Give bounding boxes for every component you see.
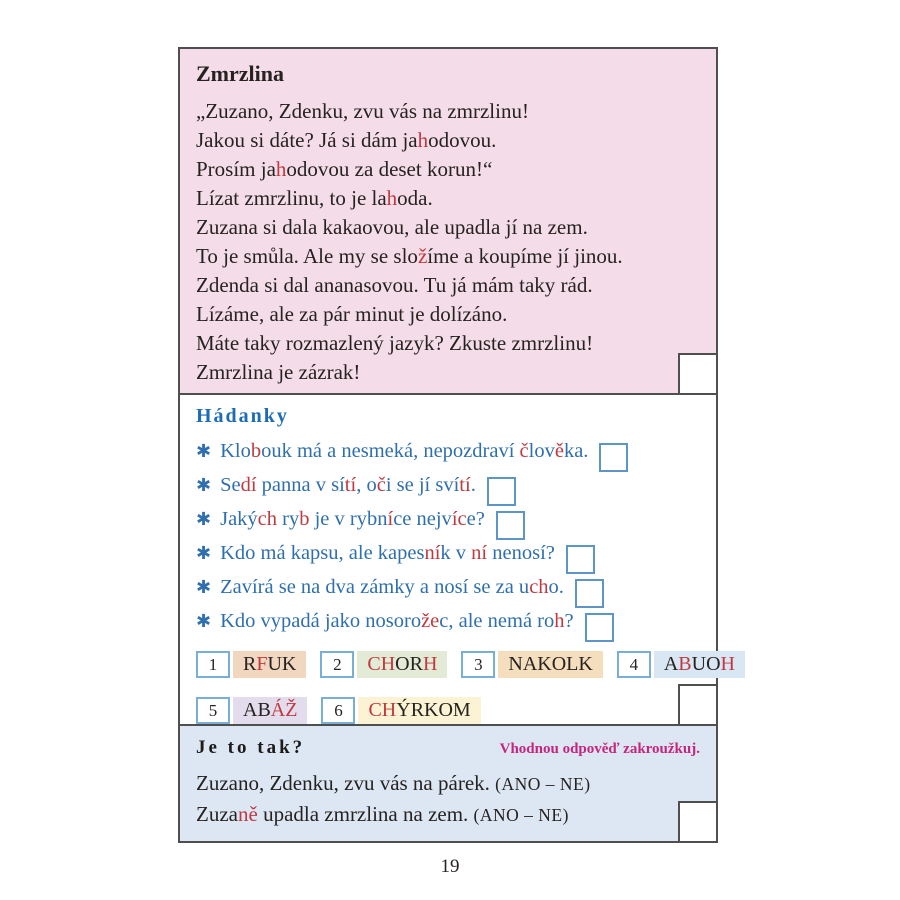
highlight-letter: ž (417, 244, 428, 268)
riddle-text (220, 536, 555, 570)
text-run: AB (243, 699, 271, 721)
highlight-letter: b (250, 440, 262, 462)
riddles-section (178, 393, 735, 726)
word-number-box: 4 (617, 651, 651, 678)
text-run: , o (356, 474, 377, 496)
highlight-letter: h (554, 610, 565, 632)
riddles-title: Hádanky (196, 405, 289, 427)
text-run: nenosí? (487, 542, 555, 564)
quiz-answer-options[interactable]: (ANO – NE) (473, 805, 569, 825)
word-number-box: 3 (461, 651, 495, 678)
riddle-answer-box[interactable] (599, 443, 628, 472)
story-line (196, 97, 700, 126)
highlight-letter: ní (471, 542, 488, 564)
text-run: c, ale nemá ro (439, 610, 555, 632)
text-run: ry (277, 508, 300, 530)
quiz-score-box[interactable] (678, 801, 718, 843)
riddle-bullet-icon: ✱ (196, 441, 212, 461)
quiz-line (196, 799, 700, 830)
scrambled-word-item (320, 651, 447, 678)
riddle-bullet-icon: ✱ (196, 543, 212, 563)
quiz-section (178, 724, 718, 843)
riddle-item (196, 570, 700, 604)
text-run: panna v sí (256, 474, 345, 496)
highlight-letter: b (299, 508, 310, 530)
quiz-lines (196, 768, 700, 830)
story-score-box[interactable] (678, 353, 718, 395)
scrambled-word (357, 651, 447, 678)
story-line (196, 242, 700, 271)
scrambled-word-item (321, 697, 480, 724)
highlight-letter: F (256, 653, 268, 675)
scrambled-word-item (461, 651, 602, 678)
highlight-letter: h (275, 157, 287, 181)
highlight-letter: že (421, 610, 440, 632)
text-run: Zuzano, Zdenku, zvu vás na párek. (196, 771, 490, 795)
quiz-header (196, 737, 700, 759)
highlight-letter: H (422, 653, 438, 675)
text-run: OR (395, 653, 423, 675)
text-run: Jakou si dáte? Já si dám ja (196, 128, 418, 152)
quiz-statement (196, 771, 490, 795)
story-lines (196, 97, 700, 387)
text-run: Máte taky rozmazlený jazyk? Zkuste zmrzlinu! (196, 331, 594, 355)
highlight-letter: íc (451, 508, 467, 530)
riddle-item (196, 604, 700, 638)
text-run: oda. (397, 186, 433, 210)
highlight-letter: H (720, 653, 735, 675)
story-line (196, 300, 700, 329)
text-run: ce nejv (393, 508, 452, 530)
riddle-bullet-icon: ✱ (196, 577, 212, 597)
scrambled-word (498, 651, 602, 678)
words-row (196, 697, 700, 724)
riddle-bullet-icon: ✱ (196, 509, 212, 529)
riddle-item (196, 434, 700, 468)
text-run: NAKOLK (508, 653, 593, 675)
text-run: Lízáme, ale za pár minut je dolízáno. (196, 302, 508, 326)
quiz-instruction: Vhodnou odpověď zakroužkuj. (499, 741, 700, 757)
riddle-answer-box[interactable] (496, 511, 525, 540)
scrambled-words (196, 651, 735, 724)
story-line (196, 271, 700, 300)
highlight-letter: CH (368, 699, 397, 721)
word-number-box: 2 (320, 651, 354, 678)
story-line (196, 155, 700, 184)
text-run: ? (564, 610, 574, 632)
text-run: odovou. (428, 128, 497, 152)
highlight-letter: ě (554, 440, 564, 462)
story-line (196, 184, 700, 213)
riddle-item (196, 536, 700, 570)
text-run: Prosím ja (196, 157, 276, 181)
text-run: UK (267, 653, 297, 675)
riddle-text (220, 502, 485, 536)
quiz-statement (196, 802, 468, 826)
quiz-line (196, 768, 700, 799)
highlight-letter: č (519, 440, 529, 462)
text-run: Se (220, 474, 241, 496)
quiz-title: Je to tak? (196, 737, 306, 758)
riddle-bullet-icon: ✱ (196, 611, 212, 631)
scrambled-word (654, 651, 745, 678)
word-number-box: 1 (196, 651, 230, 678)
worksheet-page (178, 47, 735, 843)
text-run: ka. (563, 440, 589, 462)
text-run: upadla zmrzlina na zem. (257, 802, 469, 826)
scrambled-word-item (196, 651, 306, 678)
text-run: o. (548, 576, 564, 598)
riddle-answer-box[interactable] (566, 545, 595, 574)
highlight-letter: í (387, 508, 394, 530)
text-run: . (470, 474, 476, 496)
highlight-letter: tí (344, 474, 357, 496)
highlight-letter: h (417, 128, 429, 152)
riddle-text (220, 434, 588, 468)
highlight-letter: ÁŽ (270, 699, 298, 721)
text-run: lov (528, 440, 555, 462)
text-run: Kdo má kapsu, ale kapes (220, 542, 425, 564)
word-number-box: 5 (196, 697, 230, 724)
highlight-letter: ch (257, 508, 278, 530)
riddle-answer-box[interactable] (487, 477, 516, 506)
riddle-text (220, 604, 574, 638)
story-section (178, 47, 718, 395)
quiz-answer-options[interactable]: (ANO – NE) (495, 774, 591, 794)
text-run: To je smůla. Ale my se slo (196, 244, 418, 268)
story-line (196, 358, 700, 387)
text-run: Zavírá se na dva zámky a nosí se za u (220, 576, 530, 598)
word-number-box: 6 (321, 697, 355, 724)
riddle-item (196, 468, 700, 502)
text-run: Kdo vypadá jako nosoro (220, 610, 422, 632)
text-run: R (243, 653, 257, 675)
text-run: A (663, 653, 679, 675)
text-run: „Zuzano, Zdenku, zvu vás na zmrzlinu! (196, 99, 529, 123)
riddle-list (196, 434, 700, 638)
highlight-letter: ní (424, 542, 441, 564)
text-run: i se jí sví (385, 474, 460, 496)
highlight-letter: B (678, 653, 692, 675)
scrambled-word (233, 697, 307, 724)
story-line (196, 329, 700, 358)
text-run: Zuzana si dala kakaovou, ale upadla jí na zem. (196, 215, 588, 239)
scrambled-word-item (617, 651, 745, 678)
text-run: Lízat zmrzlinu, to je la (196, 186, 387, 210)
text-run: je v rybn (309, 508, 388, 530)
text-run: Zdenda si dal ananasovou. Tu já mám taky rád. (196, 273, 593, 297)
highlight-letter: ně (237, 802, 258, 826)
story-title: Zmrzlina (196, 61, 284, 86)
highlight-letter: č (376, 474, 386, 496)
scrambled-word (358, 697, 480, 724)
riddle-text (220, 468, 476, 502)
text-run: Zmrzlina je zázrak! (196, 360, 361, 384)
text-run: íme a koupíme jí jinou. (427, 244, 623, 268)
riddle-answer-box[interactable] (585, 613, 614, 642)
text-run: Klo (220, 440, 251, 462)
text-run: k v (440, 542, 472, 564)
highlight-letter: dí (240, 474, 257, 496)
riddles-score-box[interactable] (678, 684, 718, 726)
story-line (196, 213, 700, 242)
riddle-text (220, 570, 564, 604)
text-run: ÝRKOM (396, 699, 471, 721)
story-line (196, 126, 700, 155)
scrambled-word (233, 651, 306, 678)
riddle-item (196, 502, 700, 536)
text-run: UO (691, 653, 721, 675)
words-row (196, 651, 735, 678)
highlight-letter: tí (459, 474, 471, 496)
text-run: e? (466, 508, 485, 530)
highlight-letter: ch (529, 576, 549, 598)
text-run: Jaký (220, 508, 258, 530)
highlight-letter: h (386, 186, 398, 210)
text-run: Zuza (196, 802, 238, 826)
riddle-answer-box[interactable] (575, 579, 604, 608)
text-run: ouk má a nesmeká, nepozdraví (261, 440, 520, 462)
page-number: 19 (440, 856, 460, 877)
highlight-letter: CH (367, 653, 396, 675)
riddle-bullet-icon: ✱ (196, 475, 212, 495)
scrambled-word-item (196, 697, 307, 724)
text-run: odovou za deset korun!“ (286, 157, 493, 181)
